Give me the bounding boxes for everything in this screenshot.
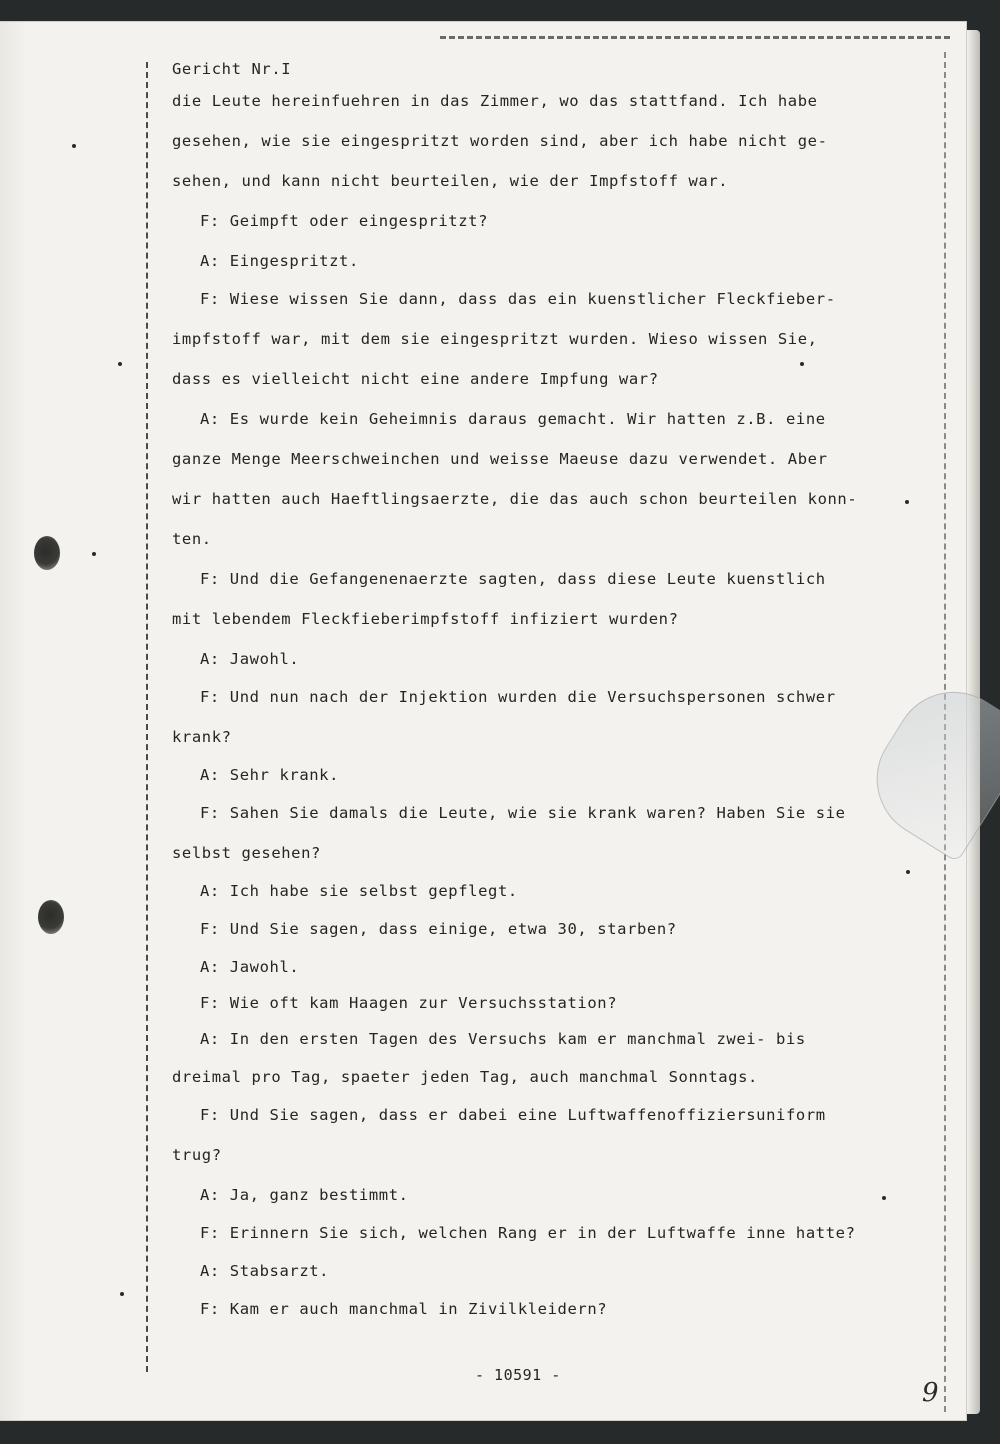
text-line: gesehen, wie sie eingespritzt worden sind, aber ich habe nicht ge-: [172, 132, 828, 150]
left-margin-dashed-line: [146, 62, 148, 1372]
punch-hole-lower: [38, 900, 64, 934]
page-binding-edge: [0, 22, 26, 1420]
text-line: F: Geimpft oder eingespritzt?: [200, 212, 489, 230]
text-line: impfstoff war, mit dem sie eingespritzt wurden. Wieso wissen Sie,: [172, 330, 818, 348]
text-line: A: Jawohl.: [200, 958, 300, 976]
text-line: dreimal pro Tag, spaeter jeden Tag, auch manchmal Sonntags.: [172, 1068, 758, 1086]
text-line: F: Wie oft kam Haagen zur Versuchsstation?: [200, 994, 618, 1012]
ink-speck: [905, 500, 909, 504]
text-line: F: Kam er auch manchmal in Zivilkleidern?: [200, 1300, 608, 1318]
top-dashed-border: [440, 36, 950, 39]
text-line: F: Und Sie sagen, dass er dabei eine Luftwaffenoffiziersuniform: [200, 1106, 826, 1124]
text-line: A: Ich habe sie selbst gepflegt.: [200, 882, 518, 900]
ink-speck: [72, 144, 76, 148]
text-line: A: Es wurde kein Geheimnis daraus gemacht. Wir hatten z.B. eine: [200, 410, 826, 428]
typewritten-page: [0, 22, 966, 1420]
text-line: F: Sahen Sie damals die Leute, wie sie krank waren? Haben Sie sie: [200, 804, 846, 822]
ink-speck: [120, 1292, 124, 1296]
text-line: A: Eingespritzt.: [200, 252, 359, 270]
text-line: A: Jawohl.: [200, 650, 300, 668]
text-line: sehen, und kann nicht beurteilen, wie der Impfstoff war.: [172, 172, 729, 190]
text-line: selbst gesehen?: [172, 844, 321, 862]
document-header: Gericht Nr.I: [172, 60, 292, 78]
ink-speck: [906, 870, 910, 874]
text-line: die Leute hereinfuehren in das Zimmer, wo das stattfand. Ich habe: [172, 92, 818, 110]
text-line: A: In den ersten Tagen des Versuchs kam er manchmal zwei- bis: [200, 1030, 806, 1048]
text-line: ganze Menge Meerschweinchen und weisse Maeuse dazu verwendet. Aber: [172, 450, 828, 468]
ink-speck: [800, 362, 804, 366]
text-line: trug?: [172, 1146, 222, 1164]
text-line: F: Und die Gefangenenaerzte sagten, dass diese Leute kuenstlich: [200, 570, 826, 588]
handwritten-page-number: 9: [922, 1378, 939, 1408]
ink-speck: [118, 362, 122, 366]
text-line: A: Ja, ganz bestimmt.: [200, 1186, 409, 1204]
text-line: F: Und nun nach der Injektion wurden die Versuchspersonen schwer: [200, 688, 836, 706]
text-line: A: Sehr krank.: [200, 766, 340, 784]
text-line: dass es vielleicht nicht eine andere Impfung war?: [172, 370, 659, 388]
ink-speck: [882, 1196, 886, 1200]
text-line: F: Und Sie sagen, dass einige, etwa 30, starben?: [200, 920, 677, 938]
page-number: - 10591 -: [475, 1366, 561, 1384]
text-line: wir hatten auch Haeftlingsaerzte, die das auch schon beurteilen konn-: [172, 490, 858, 508]
text-line: ten.: [172, 530, 212, 548]
text-line: F: Wiese wissen Sie dann, dass das ein kuenstlicher Fleckfieber-: [200, 290, 836, 308]
punch-hole-upper: [34, 536, 60, 570]
text-line: A: Stabsarzt.: [200, 1262, 330, 1280]
ink-speck: [92, 552, 96, 556]
text-line: krank?: [172, 728, 232, 746]
text-line: mit lebendem Fleckfieberimpfstoff infiziert wurden?: [172, 610, 679, 628]
text-line: F: Erinnern Sie sich, welchen Rang er in der Luftwaffe inne hatte?: [200, 1224, 856, 1242]
